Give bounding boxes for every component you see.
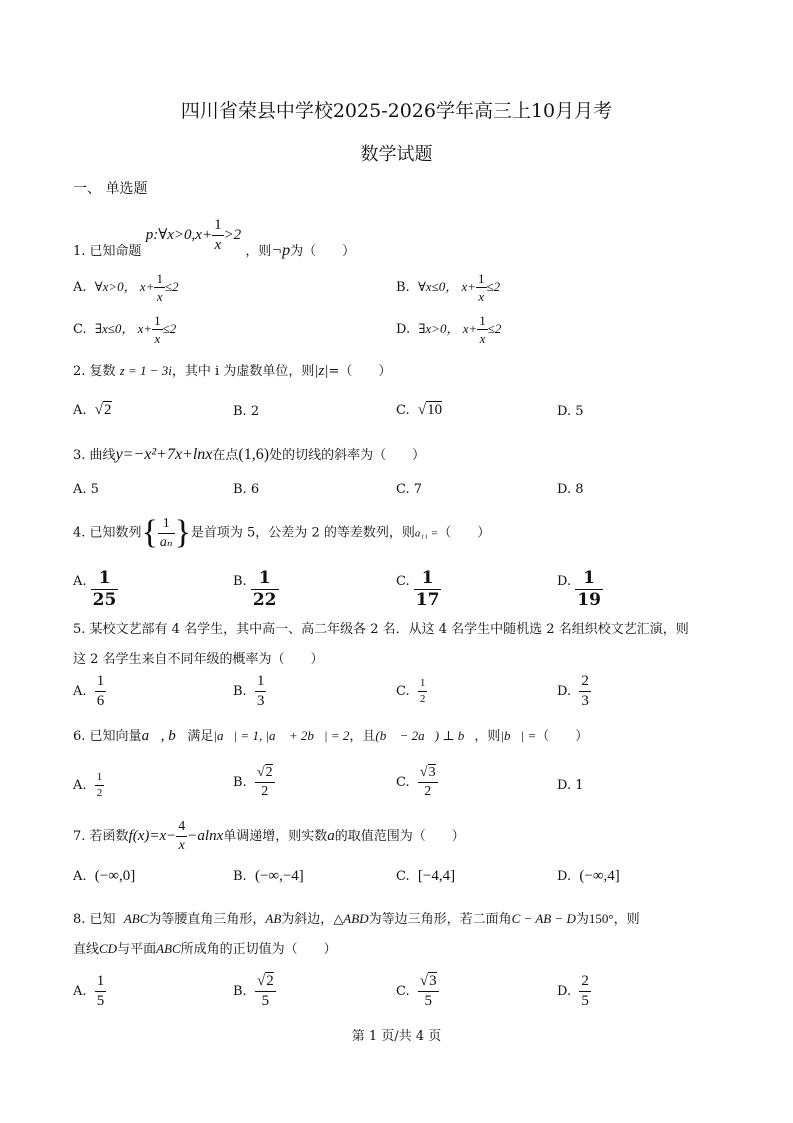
q7-option-b[interactable]: B. (−∞,−4] (233, 868, 304, 884)
q3-option-a[interactable]: A. 5 (73, 482, 99, 497)
q8-option-d[interactable]: D. $\frac{2}{5}$ (557, 973, 589, 1009)
q7-option-d[interactable]: D. (−∞,4] (557, 868, 620, 884)
question-1-stem: 1. 已知命题 p:∀x>0,x+ $\frac{1}{x}$ >2 ，则¬p为（ ） (73, 217, 356, 259)
q8-option-c[interactable]: C. $\frac{√3}{5}$ (396, 973, 437, 1009)
question-6-stem: 6. 已知向量a⃗, b⃗满足|a⃗| = 1, |a⃗ + 2b⃗| = 2，且(b⃗ − 2a⃗) ⊥ b⃗，则|b⃗| =（ ） (73, 728, 589, 744)
page-title: 四川省荣县中学校2025-2026学年高三上10月月考 (180, 100, 613, 122)
q2-option-b[interactable]: B. 2 (233, 404, 260, 419)
q3-option-c[interactable]: C. 7 (396, 482, 423, 497)
q7-option-c[interactable]: C. [−4,4] (396, 868, 456, 884)
q6-option-b[interactable]: B. $\frac{√2}{2}$ (233, 765, 273, 799)
q1-option-d[interactable]: D. ∃x>0， x+ $\frac{1}{x}$ ≤2 (396, 313, 502, 346)
q3-option-b[interactable]: B. 6 (233, 482, 260, 497)
question-2-stem: 2. 复数 z = 1 − 3i，其中 i 为虚数单位，则|z|=（ ） (73, 363, 392, 379)
q8-option-b[interactable]: B. $\frac{√2}{5}$ (233, 973, 274, 1009)
q5-option-a[interactable]: A. $\frac{1}{6}$ (73, 673, 105, 709)
q1-formula: p:∀x>0,x+ $\frac{1}{x}$ >2 (145, 217, 242, 253)
q7-option-a[interactable]: A. (−∞,0] (73, 868, 136, 884)
q1-option-a[interactable]: A. ∀x>0， x+ $\frac{1}{x}$ ≤2 (73, 271, 179, 304)
question-7-stem: 7. 若函数f(x)=x− $\frac{4}{x}$ −alnx单调递增，则实数a的取值范围为（ ） (73, 819, 465, 853)
q4-option-a[interactable]: A. $\frac{1}{25}$ (73, 568, 117, 610)
q8-option-a[interactable]: A. $\frac{1}{5}$ (73, 973, 105, 1009)
q2-option-d[interactable]: D. 5 (557, 404, 584, 419)
q6-option-d[interactable]: D. 1 (557, 778, 584, 793)
q3-option-d[interactable]: D. 8 (557, 482, 584, 497)
question-5-line-2: 这 2 名学生来自不同年级的概率为（ ） (73, 652, 324, 667)
section-heading: 一、 单选题 (73, 181, 148, 197)
question-8-line-1: 8. 已知 ABC为等腰直角三角形，AB为斜边，△ABD为等边三角形，若二面角C − AB − D为150°，则 (73, 911, 640, 927)
q4-option-c[interactable]: C. $\frac{1}{17}$ (396, 568, 440, 610)
q1-option-c[interactable]: C. ∃x≤0， x+ $\frac{1}{x}$ ≤2 (73, 313, 177, 346)
q4-option-d[interactable]: D. $\frac{1}{19}$ (557, 568, 601, 610)
q2-option-a[interactable]: A. √2 (73, 402, 112, 418)
page-subtitle: 数学试题 (360, 144, 433, 165)
question-4-stem: 4. 已知数列{ $\frac{1}{\text{aₙ}}$ }是首项为 5，公差为 2 的等差数列，则a₁₁ =（ ） (73, 514, 491, 551)
question-3-stem: 3. 曲线y=−x²+7x+lnx在点(1,6)处的切线的斜率为（ ） (73, 446, 426, 463)
q6-option-a[interactable]: A. $\frac{1}{2}$ (73, 771, 103, 799)
q6-option-c[interactable]: C. $\frac{√3}{2}$ (396, 765, 436, 799)
q4-option-b[interactable]: B. $\frac{1}{22}$ (233, 568, 277, 610)
page-footer: 第 1 页/共 4 页 (351, 1029, 442, 1044)
q5-option-c[interactable]: C. $\frac{1}{2}$ (396, 677, 426, 705)
question-5-line-1: 5. 某校文艺部有 4 名学生，其中高一、高二年级各 2 名．从这 4 名学生中随机选 2 名组织校文艺汇演，则 (73, 622, 689, 637)
q2-option-c[interactable]: C. √10 (396, 402, 443, 418)
question-8-line-2: 直线CD与平面ABC所成角的正切值为（ ） (73, 941, 337, 957)
q5-option-d[interactable]: D. $\frac{2}{3}$ (557, 673, 589, 709)
q5-option-b[interactable]: B. $\frac{1}{3}$ (233, 673, 265, 709)
q1-option-b[interactable]: B. ∀x≤0， x+ $\frac{1}{x}$ ≤2 (396, 271, 501, 304)
